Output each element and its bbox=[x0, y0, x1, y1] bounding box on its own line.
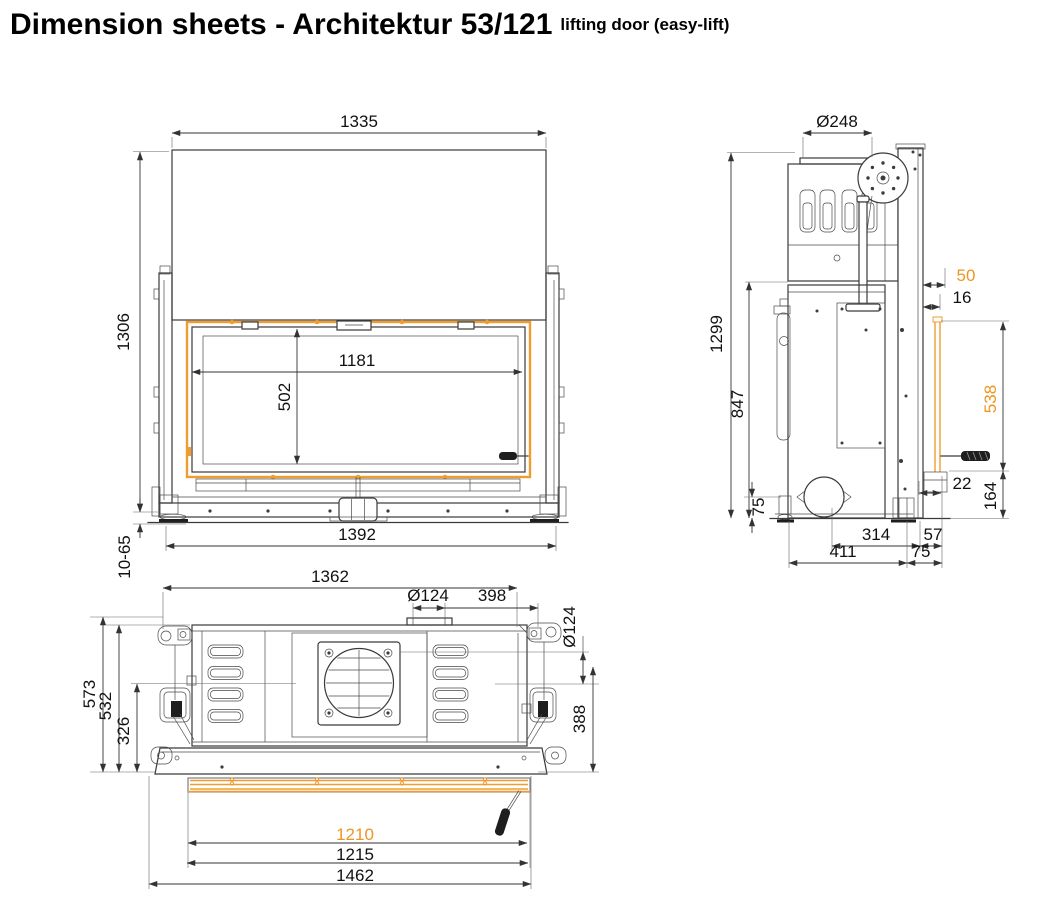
dim-label: 573 bbox=[80, 679, 99, 709]
front-door-frame bbox=[187, 322, 530, 477]
bottom-glass-strip bbox=[188, 778, 530, 792]
dim-label: 22 bbox=[952, 474, 972, 493]
dim-label: 75 bbox=[749, 497, 768, 517]
side-lift-rod bbox=[846, 196, 880, 311]
dim-bottom-front-depth bbox=[114, 684, 296, 773]
dim-bottom-duct-to-front bbox=[538, 667, 599, 772]
side-blower bbox=[797, 477, 851, 517]
dim-bottom-glass-width bbox=[187, 845, 528, 864]
dim-front-glass-height bbox=[275, 329, 297, 464]
dim-label: 50 bbox=[956, 266, 976, 285]
dim-label: Ø124 bbox=[560, 606, 579, 648]
dim-front-top-width bbox=[172, 112, 546, 148]
front-handle bbox=[499, 452, 528, 460]
title-main: Dimension sheets - Architektur 53/121 bbox=[10, 8, 553, 41]
dim-side-height bbox=[707, 153, 795, 519]
dim-label: 398 bbox=[477, 586, 507, 605]
bottom-handle bbox=[494, 791, 521, 837]
dim-side-top-offset bbox=[923, 266, 975, 288]
dim-label: Ø248 bbox=[816, 112, 858, 131]
front-right-rail bbox=[546, 266, 564, 503]
bottom-vent-slots-right bbox=[433, 645, 468, 723]
dim-label: 16 bbox=[952, 288, 972, 307]
side-firebox bbox=[774, 285, 885, 518]
dim-bottom-duct-diameter bbox=[407, 586, 449, 619]
dim-label: 1181 bbox=[338, 351, 376, 370]
dim-label: 1392 bbox=[338, 525, 376, 544]
dim-bottom-body-depth bbox=[96, 625, 190, 772]
bottom-duct-circle bbox=[322, 649, 396, 718]
dim-bottom-duct-offset bbox=[445, 586, 538, 627]
dim-side-plinth-height bbox=[744, 482, 781, 533]
title-suffix: lifting door (easy-lift) bbox=[560, 15, 730, 34]
side-view bbox=[707, 112, 1009, 568]
dim-label: Ø124 bbox=[407, 586, 449, 605]
bottom-pulley-left bbox=[160, 645, 194, 744]
dim-side-glass-height bbox=[941, 321, 1009, 471]
dim-side-frame-thickness bbox=[923, 288, 971, 310]
dim-side-depth-front bbox=[907, 542, 942, 563]
front-lift-mechanism bbox=[330, 477, 387, 521]
dim-front-height bbox=[114, 152, 169, 513]
dim-label: 1306 bbox=[114, 313, 133, 351]
side-door-track bbox=[896, 144, 925, 518]
side-glass-edge bbox=[924, 317, 947, 492]
front-top-panel bbox=[172, 150, 546, 320]
dim-bottom-body-width bbox=[163, 567, 517, 629]
dim-bottom-total-depth bbox=[80, 617, 163, 772]
dim-label: 1362 bbox=[311, 567, 349, 586]
dim-front-base-width bbox=[166, 525, 556, 551]
dim-label: 1335 bbox=[340, 112, 378, 131]
dim-label: 164 bbox=[981, 481, 1000, 511]
dim-label: 1210 bbox=[336, 825, 374, 844]
dim-side-body-height bbox=[728, 282, 788, 518]
front-left-rail bbox=[154, 266, 172, 503]
dim-label: 502 bbox=[275, 382, 294, 412]
dim-label: 538 bbox=[981, 384, 1000, 414]
bottom-corner-bracket-right bbox=[527, 623, 561, 642]
dim-label: 1299 bbox=[707, 315, 726, 353]
dim-label: 847 bbox=[728, 389, 747, 419]
dim-label: 411 bbox=[829, 542, 857, 561]
dim-label: 75 bbox=[911, 542, 931, 561]
dim-side-flue-diameter bbox=[803, 112, 872, 157]
front-view bbox=[114, 112, 568, 579]
bottom-duct-stub bbox=[407, 618, 452, 625]
front-door-inner-frame bbox=[192, 327, 525, 472]
dim-label: 1462 bbox=[336, 866, 374, 885]
dim-front-glass-width bbox=[192, 351, 522, 372]
front-door-orange-studs bbox=[188, 320, 489, 480]
bottom-view bbox=[80, 567, 599, 889]
dim-label: 57 bbox=[923, 525, 943, 544]
dim-label: 1215 bbox=[336, 845, 374, 864]
dim-label: 532 bbox=[96, 691, 115, 721]
dim-label: 326 bbox=[114, 716, 133, 746]
bottom-pulley-right bbox=[527, 642, 556, 744]
bottom-front-plate bbox=[151, 747, 566, 774]
dim-front-foot-range bbox=[115, 498, 186, 579]
dim-label: 314 bbox=[861, 525, 891, 544]
side-handle bbox=[941, 451, 990, 461]
dim-label: 388 bbox=[570, 704, 589, 734]
dim-label: 10-65 bbox=[115, 535, 134, 579]
